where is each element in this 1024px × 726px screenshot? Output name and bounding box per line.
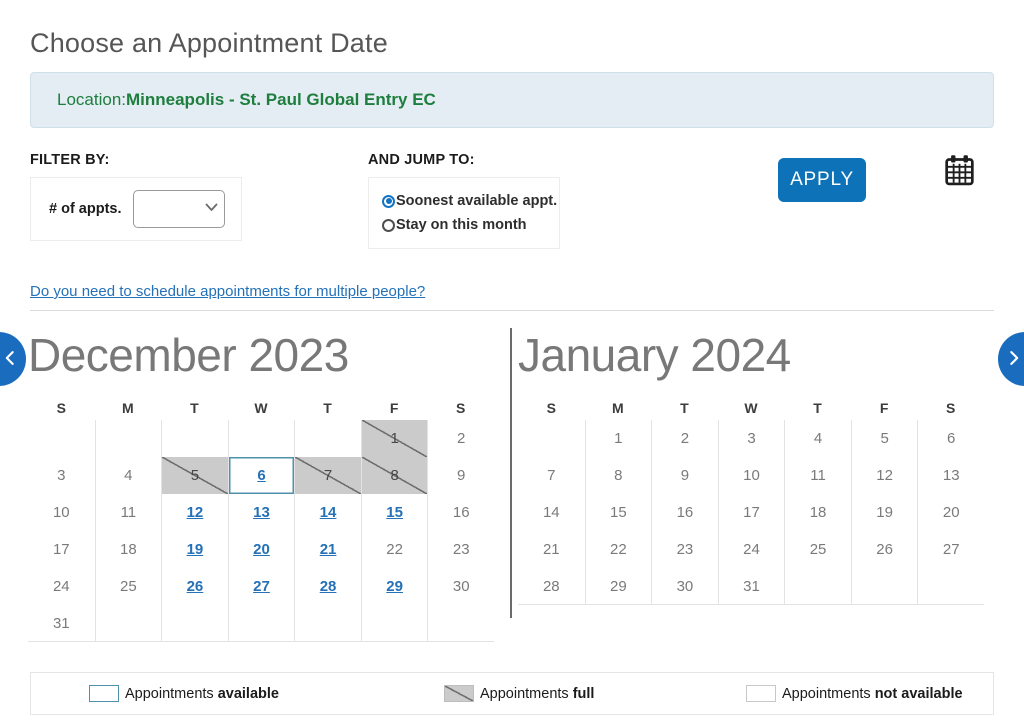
day-number: 16 <box>676 504 694 521</box>
empty-day-cell <box>294 420 361 457</box>
day-number: 2 <box>680 430 690 447</box>
day-number: 3 <box>57 467 66 484</box>
empty-day-cell <box>427 605 494 642</box>
day-cell-january-12 <box>851 457 918 494</box>
appts-count-select-wrap <box>133 190 225 228</box>
day-number: 5 <box>190 467 200 484</box>
day-cell-december-1 <box>361 420 428 457</box>
day-cell-january-23 <box>651 531 718 568</box>
day-cell-december-25 <box>95 568 162 605</box>
day-cell-december-19[interactable] <box>161 531 228 568</box>
legend <box>30 672 994 715</box>
day-grid <box>28 420 494 642</box>
weekday-header: W <box>744 400 758 416</box>
day-cell-december-26[interactable] <box>161 568 228 605</box>
calendar-section <box>0 324 1024 654</box>
day-number: 10 <box>52 504 70 521</box>
day-cell-january-24 <box>718 531 785 568</box>
day-number: 4 <box>813 430 823 447</box>
day-cell-january-19 <box>851 494 918 531</box>
legend-text: Appointments <box>125 685 218 702</box>
location-value: Minneapolis - St. Paul Global Entry EC <box>126 90 436 109</box>
day-cell-december-27[interactable] <box>228 568 295 605</box>
weekday-header: S <box>546 400 556 416</box>
day-number: 3 <box>747 430 756 447</box>
divider <box>30 310 994 311</box>
day-cell-january-2 <box>651 420 718 457</box>
weekday-header: M <box>612 400 624 416</box>
day-cell-january-27 <box>917 531 984 568</box>
legend-keyword: available <box>217 685 279 702</box>
day-cell-january-9 <box>651 457 718 494</box>
day-link[interactable]: 13 <box>253 504 270 521</box>
day-cell-december-28[interactable] <box>294 568 361 605</box>
legend-text: Appointments <box>782 685 875 702</box>
day-cell-december-18 <box>95 531 162 568</box>
month-title: December 2023 <box>28 329 349 381</box>
day-number: 4 <box>124 467 133 484</box>
day-number: 11 <box>120 504 137 521</box>
day-number: 8 <box>390 467 399 484</box>
day-cell-january-10 <box>718 457 785 494</box>
day-number: 10 <box>743 467 760 484</box>
day-link[interactable]: 26 <box>186 578 204 595</box>
radio-stay-on-month[interactable] <box>382 213 559 237</box>
day-number: 1 <box>390 430 399 447</box>
day-number: 18 <box>120 541 137 558</box>
day-cell-december-29[interactable] <box>361 568 428 605</box>
day-link[interactable]: 19 <box>186 541 204 558</box>
day-number: 17 <box>52 541 70 558</box>
day-link[interactable]: 12 <box>186 504 204 521</box>
apply-button[interactable]: APPLY <box>778 158 866 202</box>
legend-keyword: full <box>572 685 595 702</box>
multiple-people-link[interactable]: Do you need to schedule appointments for multiple people? <box>30 283 426 300</box>
day-grid <box>518 420 984 605</box>
day-number: 28 <box>542 577 560 595</box>
not-available-box-icon <box>746 685 776 702</box>
day-cell-december-20[interactable] <box>228 531 295 568</box>
day-cell-december-13[interactable] <box>228 494 295 531</box>
empty-day-cell <box>228 605 295 642</box>
empty-day-cell <box>851 568 918 605</box>
day-cell-december-9 <box>427 457 494 494</box>
legend-full <box>444 685 594 702</box>
day-cell-january-4 <box>784 420 851 457</box>
location-banner <box>30 72 994 128</box>
day-number: 25 <box>120 578 137 595</box>
day-cell-december-2 <box>427 420 494 457</box>
day-number: 30 <box>676 577 694 595</box>
day-cell-january-21 <box>518 531 585 568</box>
day-cell-december-6[interactable] <box>228 457 295 494</box>
day-cell-december-3 <box>28 457 95 494</box>
available-box-icon <box>89 685 119 702</box>
day-number: 15 <box>610 504 627 521</box>
day-link[interactable]: 21 <box>319 541 337 558</box>
day-link[interactable]: 14 <box>319 504 337 521</box>
day-number: 14 <box>542 504 560 521</box>
day-cell-december-22 <box>361 531 428 568</box>
legend-available <box>89 685 279 702</box>
empty-day-cell <box>161 420 228 457</box>
weekday-header: T <box>323 400 332 416</box>
day-number: 20 <box>942 504 960 521</box>
weekday-header: M <box>122 400 134 416</box>
day-number: 9 <box>457 467 466 484</box>
month-title: January 2024 <box>518 329 791 381</box>
weekday-header: S <box>56 400 66 416</box>
empty-day-cell <box>361 605 428 642</box>
day-number: 1 <box>614 430 623 447</box>
day-number: 13 <box>942 467 960 484</box>
day-cell-january-11 <box>784 457 851 494</box>
day-number: 7 <box>323 467 333 484</box>
day-number: 22 <box>386 541 403 558</box>
radio-stay-label: Stay on this month <box>396 216 527 233</box>
empty-day-cell <box>95 420 162 457</box>
day-cell-january-13 <box>917 457 984 494</box>
weekday-header: T <box>813 400 822 416</box>
day-cell-january-3 <box>718 420 785 457</box>
day-cell-january-22 <box>585 531 652 568</box>
filter-group <box>30 152 242 241</box>
jump-heading: AND JUMP TO: <box>368 152 475 168</box>
weekday-header-row <box>28 396 494 420</box>
weekday-header: W <box>254 400 268 416</box>
day-cell-january-31 <box>718 568 785 605</box>
legend-keyword: not available <box>874 685 963 702</box>
day-cell-january-6 <box>917 420 984 457</box>
day-link[interactable]: 15 <box>386 504 403 521</box>
day-cell-january-17 <box>718 494 785 531</box>
day-cell-january-14 <box>518 494 585 531</box>
legend-text: Appointments <box>480 685 573 702</box>
weekday-header: T <box>190 400 199 416</box>
jump-box <box>368 177 560 249</box>
radio-unselected-icon[interactable] <box>382 219 395 232</box>
empty-day-cell <box>28 420 95 457</box>
day-number: 17 <box>743 504 760 521</box>
calendar-december-2023 <box>0 324 482 642</box>
empty-day-cell <box>294 605 361 642</box>
day-link[interactable]: 28 <box>319 578 337 595</box>
day-cell-december-16 <box>427 494 494 531</box>
day-cell-december-15[interactable] <box>361 494 428 531</box>
appts-count-select[interactable] <box>133 190 225 228</box>
day-number: 23 <box>452 541 470 558</box>
day-cell-december-12[interactable] <box>161 494 228 531</box>
day-cell-december-14[interactable] <box>294 494 361 531</box>
filter-box <box>30 177 242 241</box>
day-cell-december-31 <box>28 605 95 642</box>
calendar-grid-icon <box>944 154 975 187</box>
day-number: 11 <box>810 467 826 484</box>
day-cell-december-17 <box>28 531 95 568</box>
weekday-header-row <box>518 396 984 420</box>
weekday-header: F <box>389 400 399 416</box>
day-number: 24 <box>52 578 70 595</box>
day-link[interactable]: 6 <box>257 467 266 484</box>
day-number: 16 <box>452 504 470 521</box>
day-cell-december-21[interactable] <box>294 531 361 568</box>
day-number: 6 <box>947 430 956 447</box>
day-number: 25 <box>809 541 827 558</box>
weekday-header: S <box>946 400 956 416</box>
full-box-icon <box>444 685 474 702</box>
day-cell-january-7 <box>518 457 585 494</box>
radio-soonest-available[interactable] <box>382 189 559 213</box>
day-number: 23 <box>676 541 694 558</box>
day-cell-december-8 <box>361 457 428 494</box>
day-cell-january-28 <box>518 568 585 605</box>
day-link[interactable]: 27 <box>253 578 270 595</box>
weekday-header: F <box>879 400 889 416</box>
radio-selected-icon[interactable] <box>382 195 395 208</box>
empty-day-cell <box>228 420 295 457</box>
day-cell-january-29 <box>585 568 652 605</box>
empty-day-cell <box>518 420 585 457</box>
calendar-january-2024 <box>502 324 984 642</box>
day-number: 26 <box>876 541 893 558</box>
day-cell-december-4 <box>95 457 162 494</box>
day-link[interactable]: 20 <box>253 541 270 558</box>
chevron-left-icon <box>1 348 21 368</box>
legend-not-available <box>746 685 963 702</box>
day-cell-january-15 <box>585 494 652 531</box>
day-cell-december-30 <box>427 568 494 605</box>
weekday-header: S <box>456 400 466 416</box>
day-cell-january-20 <box>917 494 984 531</box>
day-number: 31 <box>743 577 760 595</box>
day-number: 19 <box>876 504 893 521</box>
page-title: Choose an Appointment Date <box>30 28 388 58</box>
day-cell-december-10 <box>28 494 95 531</box>
day-number: 2 <box>457 430 466 447</box>
day-number: 7 <box>547 467 556 484</box>
day-cell-december-5 <box>161 457 228 494</box>
day-number: 12 <box>876 467 893 484</box>
day-number: 31 <box>52 614 70 632</box>
day-link[interactable]: 29 <box>386 578 403 595</box>
chevron-right-icon <box>1003 348 1023 368</box>
controls-row <box>30 152 994 264</box>
jump-group <box>368 152 560 249</box>
empty-day-cell <box>917 568 984 605</box>
day-cell-january-1 <box>585 420 652 457</box>
location-label: Location: <box>57 90 126 109</box>
day-number: 22 <box>610 541 627 558</box>
day-number: 29 <box>610 577 627 595</box>
day-cell-january-25 <box>784 531 851 568</box>
empty-day-cell <box>95 605 162 642</box>
day-number: 21 <box>542 541 560 558</box>
empty-day-cell <box>784 568 851 605</box>
day-number: 9 <box>680 467 690 484</box>
calendar-view-button[interactable] <box>942 154 976 188</box>
day-cell-december-11 <box>95 494 162 531</box>
day-cell-january-16 <box>651 494 718 531</box>
day-number: 27 <box>942 541 960 558</box>
day-cell-december-7 <box>294 457 361 494</box>
day-cell-december-23 <box>427 531 494 568</box>
day-cell-january-18 <box>784 494 851 531</box>
day-cell-january-30 <box>651 568 718 605</box>
appts-count-label: # of appts. <box>49 201 122 217</box>
day-cell-january-26 <box>851 531 918 568</box>
day-number: 18 <box>809 504 827 521</box>
day-number: 24 <box>743 541 760 558</box>
weekday-header: T <box>680 400 689 416</box>
empty-day-cell <box>161 605 228 642</box>
day-number: 5 <box>880 430 889 447</box>
day-cell-january-8 <box>585 457 652 494</box>
day-number: 8 <box>614 467 623 484</box>
day-cell-december-24 <box>28 568 95 605</box>
day-cell-january-5 <box>851 420 918 457</box>
radio-soonest-label: Soonest available appt. <box>396 192 558 209</box>
calendar-divider <box>510 328 512 618</box>
day-number: 30 <box>452 578 470 595</box>
filter-heading: FILTER BY: <box>30 152 110 168</box>
